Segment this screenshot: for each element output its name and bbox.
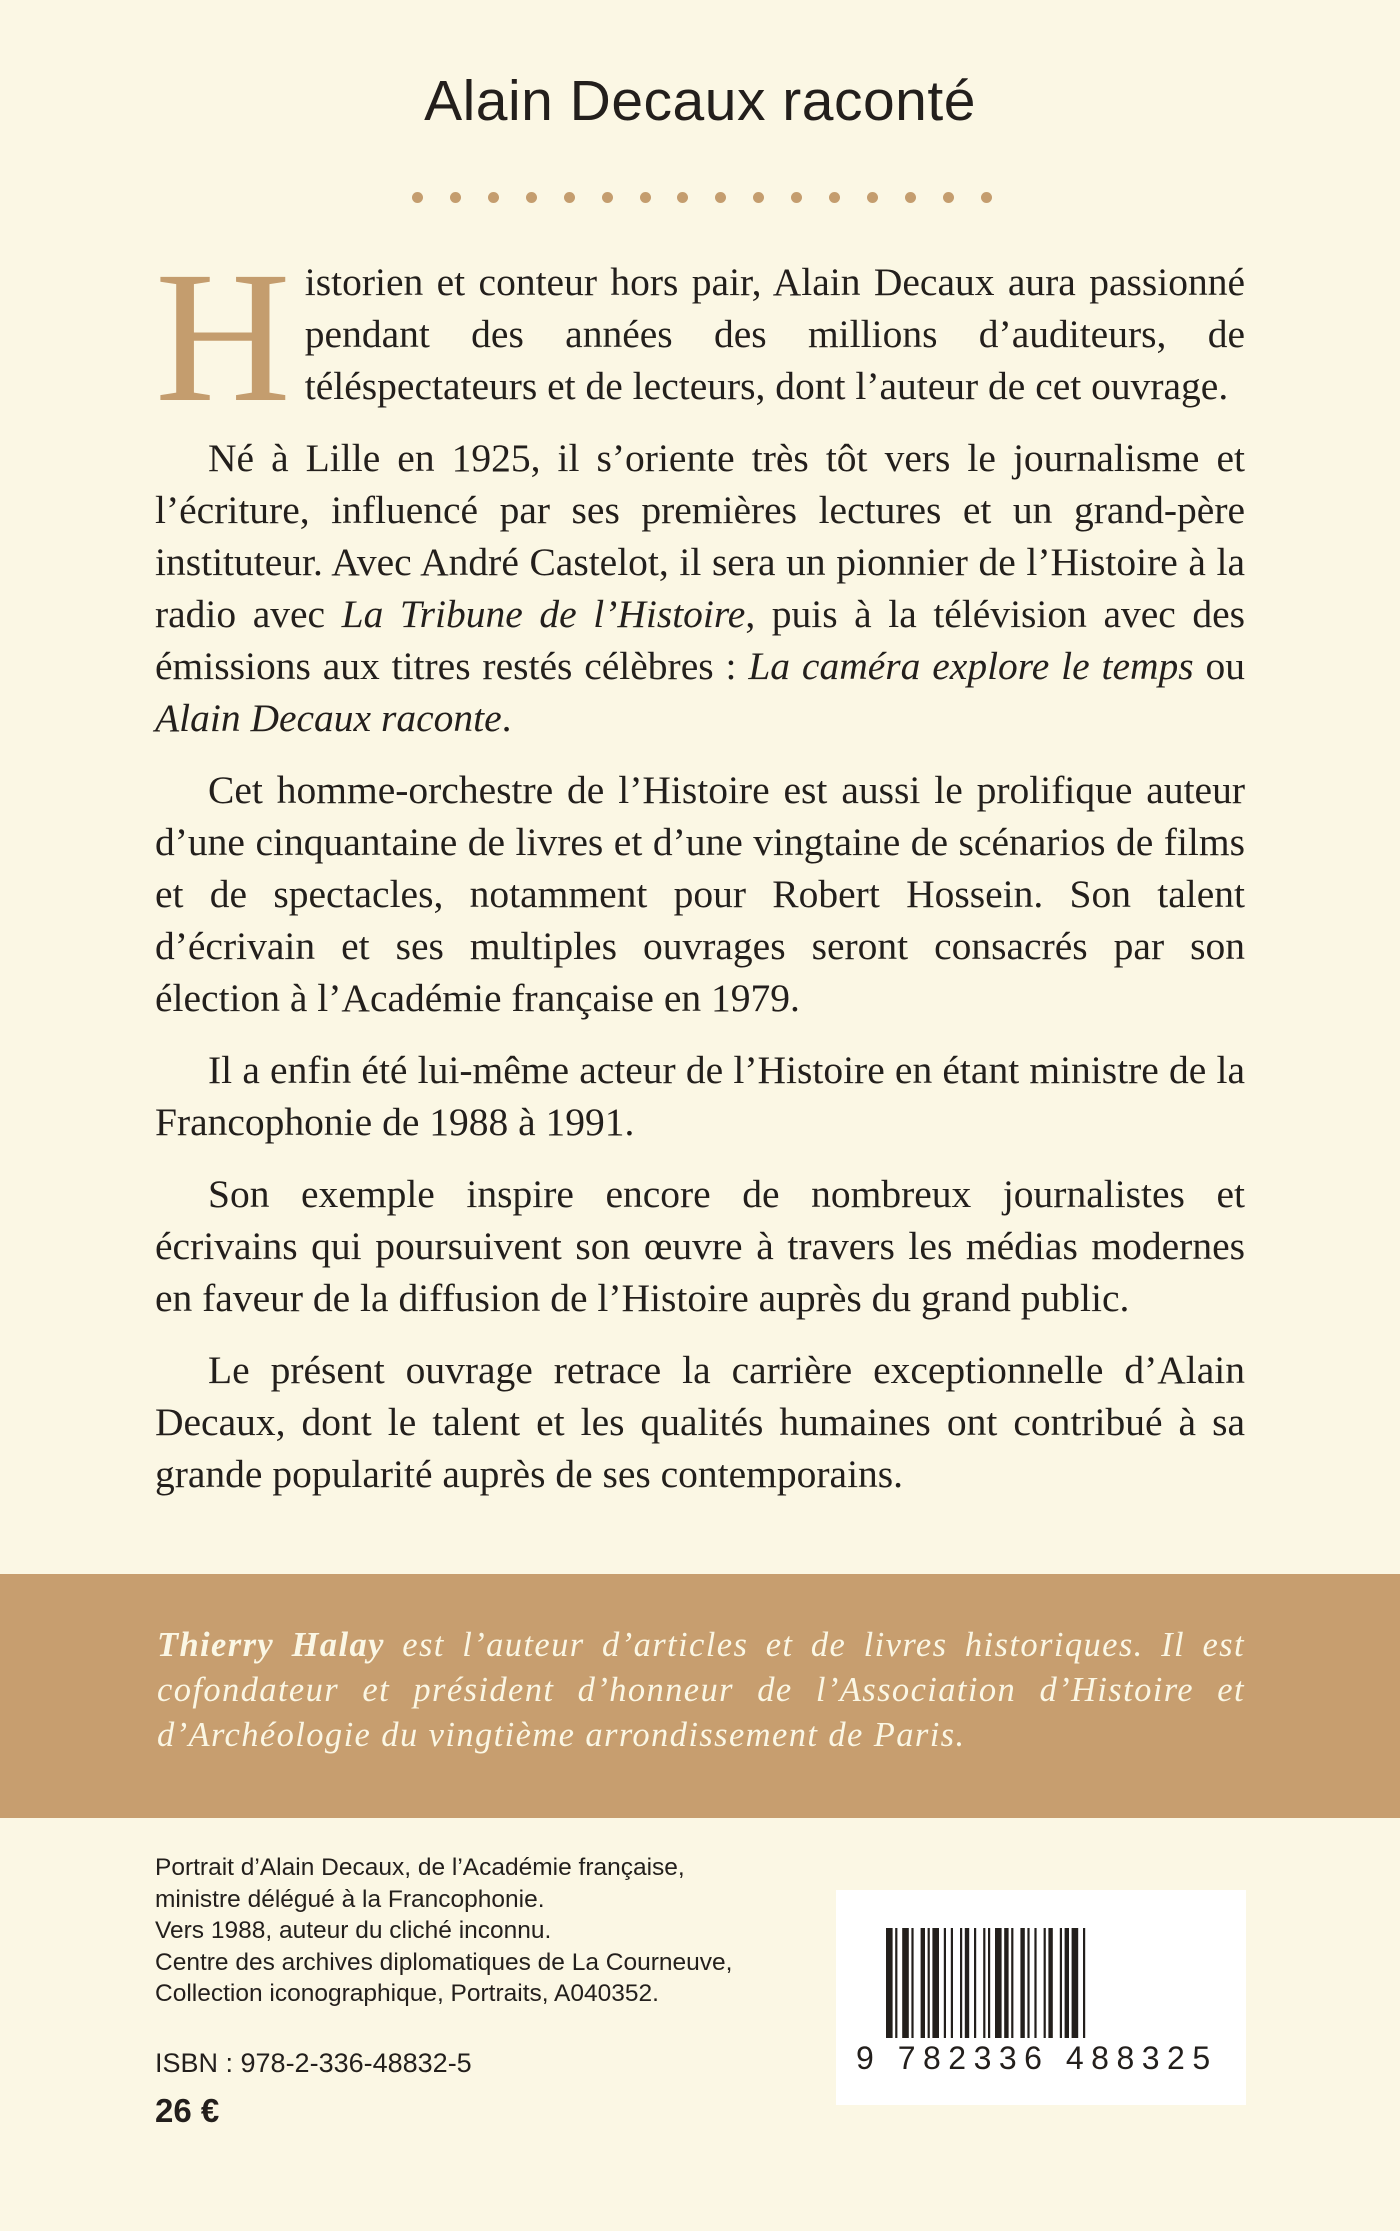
blurb-text: [155, 232, 1246, 1520]
barcode-bar: [1072, 1928, 1079, 2038]
barcode-bar: [944, 1928, 946, 2038]
paragraph-5: Son exemple inspire encore de nombreux journalistes et écrivains qui poursuivent son œuvre à travers les médias modernes en faveur de la diffusion de l’Histoire auprès du grand public.: [155, 1172, 1245, 1320]
barcode-bar: [1034, 1928, 1036, 2038]
barcode-bar: [895, 1928, 897, 2038]
paragraph-6: Le présent ouvrage retrace la carrière exceptionnelle d’Alain Decaux, dont le talent et les qualités humaines ont contribué à sa grande popularité auprès de ses contemporains.: [155, 1348, 1245, 1496]
barcode-bars: [886, 1928, 1206, 2038]
author-name: Thierry Halay: [157, 1626, 385, 1664]
barcode-bar: [1044, 1928, 1046, 2038]
barcode-bar: [1065, 1928, 1069, 2038]
title-raconte: Alain Decaux raconte: [155, 696, 502, 740]
barcode-bar: [1083, 1928, 1085, 2038]
barcode-bar: [1011, 1928, 1013, 2038]
drop-cap: H: [155, 232, 291, 441]
ornamental-dots-divider: [412, 190, 992, 204]
title-camera: La caméra explore le temps: [748, 644, 1194, 688]
paragraph-4: Il a enfin été lui-même acteur de l’Histoire en étant ministre de la Francophonie de 1988 à 1991.: [155, 1048, 1245, 1144]
barcode-bar: [983, 1928, 985, 2038]
barcode-bar: [1060, 1928, 1062, 2038]
barcode-bar: [988, 1928, 990, 2038]
barcode-bar: [1027, 1928, 1029, 2038]
barcode-bar: [902, 1928, 909, 2038]
barcode-bar: [960, 1928, 962, 2038]
title-tribune: La Tribune de l’Histoire: [341, 592, 746, 636]
author-bio: Thierry Halay est l’auteur d’articles et de livres historiques. Il est cofondateur et président d’honneur de l’Association d’Histoire et d’Archéologie du vingtième arrondissement de Paris.: [157, 1626, 1245, 1754]
barcode: [836, 1890, 1246, 2105]
barcode-bar: [974, 1928, 976, 2038]
photo-credits: Portrait d’Alain Decaux, de l’Académie française, ministre délégué à la Francophonie. Vers 1988, auteur du cliché inconnu. Centre des archives diplomatiques de La Courneuve, Collection iconographique, Portraits, A040352.: [155, 1854, 733, 2007]
barcode-bar: [965, 1928, 969, 2038]
barcode-bar: [995, 1928, 1002, 2038]
barcode-bar: [951, 1928, 953, 2038]
barcode-bar: [1004, 1928, 1008, 2038]
paragraph-2: Né à Lille en 1925, il s’oriente très tôt vers le journalisme et l’écriture, influencé par ses premières lectures et un grand-père instituteur. Avec André Castelot, il sera un pionnier de l’Histoire à la radio avec La Tribune de l’Histoire, puis à la télévision avec des émissions aux titres restés célèbres : La caméra explore le temps ou Alain Decaux raconte.: [155, 436, 1246, 740]
barcode-bar: [932, 1928, 939, 2038]
paragraph-1: Historien et conteur hors pair, Alain Decaux aura passionné pendant des années des millions d’auditeurs, de téléspectateurs et de lecteurs, dont l’auteur de cet ouvrage.: [155, 232, 1245, 441]
book-title: Alain Decaux raconté: [424, 69, 976, 133]
isbn: ISBN : 978-2-336-48832-5: [155, 2048, 472, 2078]
barcode-bar: [886, 1928, 893, 2038]
paragraph-3: Cet homme-orchestre de l’Histoire est aussi le prolifique auteur d’une cinquantaine de livres et d’une vingtaine de scénarios de films et de spectacles, notamment pour Robert Hossein. Son talent d’écrivain et ses multiples ouvrages seront consacrés par son élection à l’Académie française en 1979.: [155, 768, 1245, 1020]
price: 26 €: [155, 2092, 220, 2129]
barcode-bar: [1020, 1928, 1024, 2038]
barcode-bar: [928, 1928, 930, 2038]
barcode-bar: [1048, 1928, 1052, 2038]
barcode-bar: [921, 1928, 925, 2038]
barcode-bar: [911, 1928, 913, 2038]
barcode-number: 9 782336 488325: [856, 2040, 1218, 2076]
